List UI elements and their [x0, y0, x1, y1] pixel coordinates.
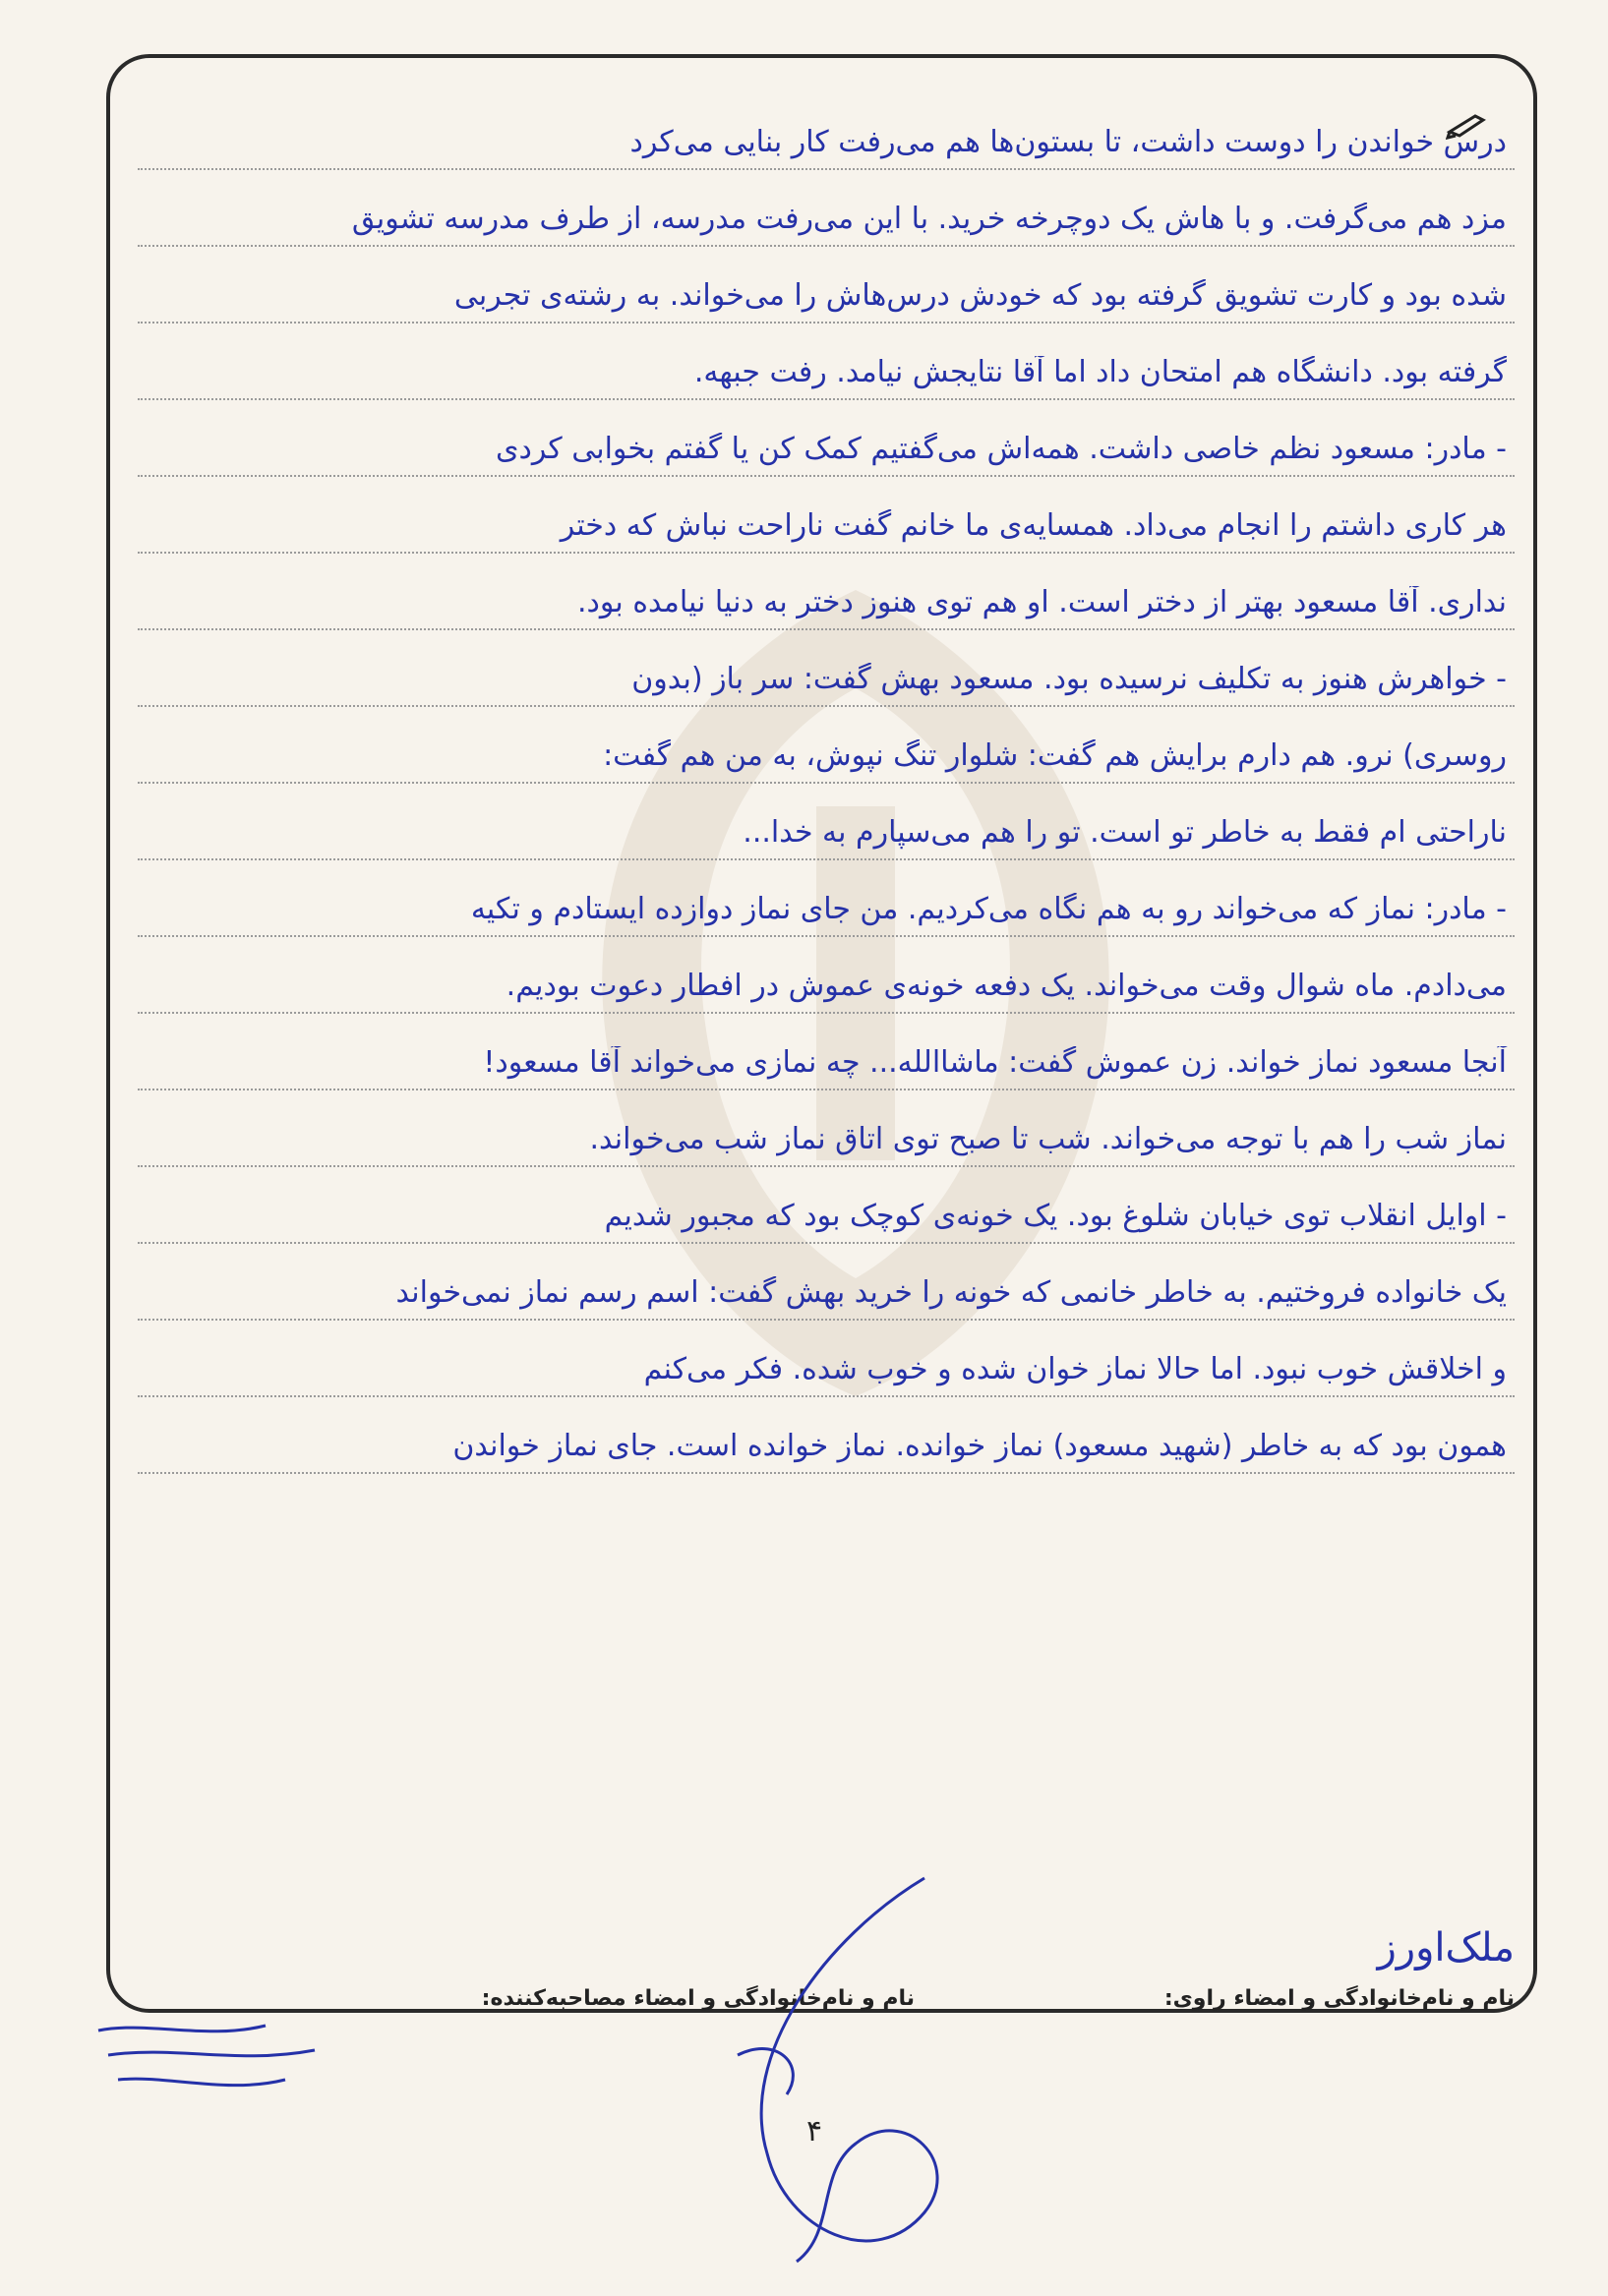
line-text: هر کاری داشتم را انجام می‌داد. همسایه‌ی ما خانم گفت ناراحت نباش که دختر [560, 509, 1507, 543]
line-text: درس خواندن را دوست داشت، تا بستون‌ها هم می‌رفت کار بنایی می‌کرد [629, 126, 1507, 159]
text-line [138, 1321, 1515, 1397]
narrator-scrawl [89, 2011, 344, 2099]
line-text: - مادر: نماز که می‌خواند رو به هم نگاه می‌کردیم. من جای نماز دوازده ایستادم و تکیه [470, 893, 1507, 926]
text-line [138, 707, 1515, 784]
narrator-signature: ملک‌اورز [1377, 1925, 1515, 1971]
text-line [138, 247, 1515, 324]
line-text: و اخلاقش خوب نبود. اما حالا نماز خوان شده و خوب شده. فکر می‌کنم [643, 1353, 1507, 1386]
text-line [138, 554, 1515, 630]
line-text: گرفته بود. دانشگاه هم امتحان داد اما آقا نتایجش نیامد. رفت جبهه. [693, 356, 1507, 389]
line-text: ناراحتی ام فقط به خاطر تو است. تو را هم می‌سپارم به خدا... [743, 816, 1507, 850]
interviewer-signature [679, 1858, 1003, 2281]
line-text: یک خانواده فروختیم. به خاطر خانمی که خونه را خرید بهش گفت: اسم رسم نماز نمی‌خواند [395, 1276, 1507, 1310]
text-line [138, 630, 1515, 707]
line-text: نداری. آقا مسعود بهتر از دختر است. او هم توی هنوز دختر به دنیا نیامده بود. [577, 586, 1507, 619]
text-line [138, 784, 1515, 860]
text-line [138, 170, 1515, 247]
text-line [138, 324, 1515, 400]
line-text: آنجا مسعود نماز خواند. زن عموش گفت: ماشاالله... چه نمازی می‌خواند آقا مسعود! [483, 1046, 1507, 1080]
interviewer-label: نام و نام‌خانوادگی و امضاء مصاحبه‌کننده: [481, 1986, 915, 2011]
text-line [138, 93, 1515, 170]
text-line [138, 1397, 1515, 1474]
line-text: شده بود و کارت تشویق گرفته بود که خودش درس‌هاش را می‌خواند. به رشته‌ی تجربی [453, 279, 1507, 313]
narrator-label: نام و نام‌خانوادگی و امضاء راوی: [1163, 1986, 1515, 2011]
line-text: - مادر: مسعود نظم خاصی داشت. همه‌اش می‌گفتیم کمک کن یا گفتم بخوابی کردی [496, 433, 1507, 466]
text-line [138, 937, 1515, 1014]
text-line [138, 1014, 1515, 1090]
text-line [138, 1244, 1515, 1321]
line-text: - خواهرش هنوز به تکلیف نرسیده بود. مسعود بهش گفت: سر باز (بدون [631, 663, 1507, 696]
handwritten-body [138, 93, 1515, 1474]
page-number: ۴ [806, 2114, 823, 2149]
text-line [138, 477, 1515, 554]
line-text: - اوایل انقلاب توی خیابان شلوغ بود. یک خونه‌ی کوچک بود که مجبور شدیم [604, 1200, 1507, 1233]
text-line [138, 860, 1515, 937]
line-text: می‌دادم. ماه شوال وقت می‌خواند. یک دفعه خونه‌ی عموش در افطار دعوت بودیم. [506, 970, 1507, 1003]
text-line [138, 400, 1515, 477]
line-text: نماز شب را هم با توجه می‌خواند. شب تا صبح توی اتاق نماز شب می‌خواند. [589, 1123, 1507, 1156]
text-line [138, 1167, 1515, 1244]
line-text: همون بود که به خاطر (شهید مسعود) نماز خوانده. نماز خوانده است. جای نماز خواندن [452, 1430, 1507, 1463]
line-text: مزد هم می‌گرفت. و با هاش یک دوچرخه خرید. با این می‌رفت مدرسه، از طرف مدرسه تشویق [351, 203, 1507, 236]
line-text: روسری) نرو. هم دارم برایش هم گفت: شلوار تنگ نپوش، به من هم گفت: [603, 739, 1507, 773]
text-line [138, 1090, 1515, 1167]
